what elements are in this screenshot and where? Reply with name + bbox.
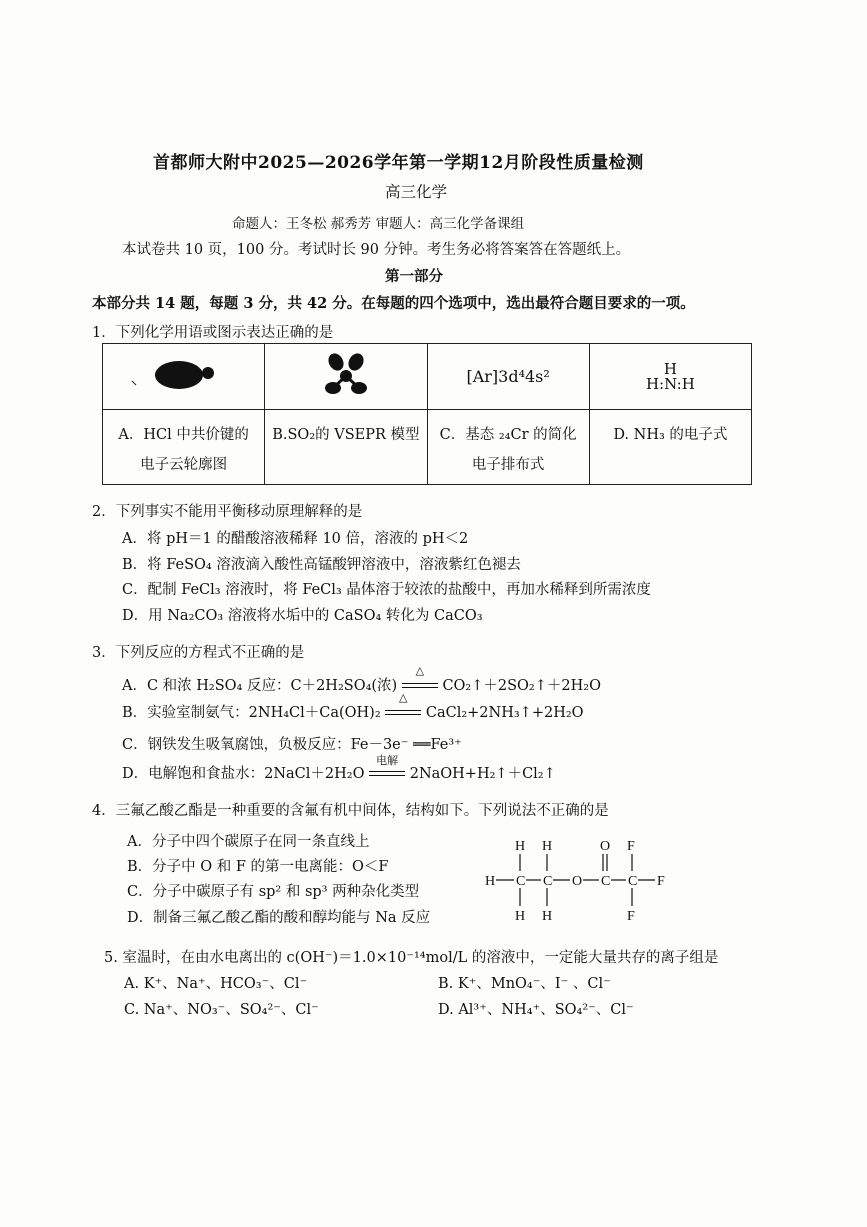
subject-title: 高三化学 (385, 183, 448, 201)
q1-cell-d-formula: H H:N:H (589, 344, 751, 410)
so2-vsepr-model-icon (316, 350, 376, 400)
struct-o-mid: O (572, 874, 583, 889)
struct-f-right: F (657, 874, 665, 889)
part-instructions: 本部分共 14 题，每题 3 分，共 42 分。在每题的四个选项中，选出最符合题目要求的一项。 (92, 295, 695, 312)
q5-option-b: B. K⁺、MnO₄⁻、I⁻ 、Cl⁻ (438, 976, 611, 992)
q2-stem: 2．下列事实不能用平衡移动原理解释的是 (92, 504, 363, 520)
q3-stem: 3．下列反应的方程式不正确的是 (92, 645, 305, 661)
q1-option-a: A．HCl 中共价键的 电子云轮廓图 (103, 410, 265, 485)
q2-option-b: B．将 FeSO₄ 溶液滴入酸性高锰酸钾溶液中，溶液紫红色褪去 (122, 557, 521, 573)
q2-option-a: A．将 pH＝1 的醋酸溶液稀释 10 倍，溶液的 pH＜2 (122, 531, 469, 547)
part-heading: 第一部分 (385, 268, 443, 285)
q2-option-d: D．用 Na₂CO₃ 溶液将水垢中的 CaSO₄ 转化为 CaCO₃ (122, 608, 483, 624)
q4-option-d: D．制备三氟乙酸乙酯的酸和醇均能与 Na 反应 (127, 910, 431, 926)
intro-line: 本试卷共 10 页，100 分。考试时长 90 分钟。考生务必将答案答在答题纸上。 (122, 242, 631, 258)
q1-stem: 1．下列化学用语或图示表达正确的是 (92, 325, 334, 341)
q5-option-c: C. Na⁺、NO₃⁻、SO₄²⁻、Cl⁻ (124, 1002, 319, 1018)
struct-h-top-2: H (542, 839, 553, 854)
heat-condition: △ (385, 701, 421, 715)
electrolysis-condition: 电解 (369, 762, 405, 776)
q1-option-b: B.SO₂的 VSEPR 模型 (265, 410, 427, 485)
struct-o-top: O (600, 839, 611, 854)
struct-c-3: C (601, 874, 611, 889)
q1-cell-c-formula: [Ar]3d⁴4s² (427, 344, 589, 410)
q1-option-d: D. NH₃ 的电子式 (589, 410, 751, 485)
q5-option-a: A. K⁺、Na⁺、HCO₃⁻、Cl⁻ (124, 976, 308, 992)
struct-f-bottom: F (627, 909, 635, 924)
q5-stem: 5. 室温时，在由水电离出的 c(OH⁻)＝1.0×10⁻¹⁴mol/L 的溶液中，一定能大量共存的离子组是 (104, 950, 719, 966)
q4-option-c: C．分子中碳原子有 sp² 和 sp³ 两种杂化类型 (127, 884, 420, 900)
struct-c-4: C (628, 874, 638, 889)
struct-c-1: C (516, 874, 526, 889)
q3-option-c: C．钢铁发生吸氧腐蚀，负极反应：Fe－3e⁻ ══Fe³⁺ (122, 737, 462, 753)
struct-h-bottom-1: H (515, 909, 526, 924)
exam-title: 首都师大附中2025—2026学年第一学期12月阶段性质量检测 (153, 153, 644, 173)
q5-option-d: D. Al³⁺、NH₄⁺、SO₄²⁻、Cl⁻ (438, 1002, 634, 1018)
q1-option-c: C．基态 ₂₄Cr 的简化 电子排布式 (427, 410, 589, 485)
q3-option-d: D．电解饱和食盐水：2NaCl＋2H₂O 电解 2NaOH+H₂↑＋Cl₂↑ (122, 754, 556, 782)
struct-h-left: H (485, 874, 496, 889)
ethyl-trifluoroacetate-structure (480, 832, 680, 927)
q2-option-c: C．配制 FeCl₃ 溶液时，将 FeCl₃ 晶体溶于较浓的盐酸中，再加水稀释到所需浓度 (122, 582, 651, 598)
q1-cell-b-image (265, 344, 427, 410)
struct-h-bottom-2: H (542, 909, 553, 924)
q3-option-b: B．实验室制氨气：2NH₄Cl＋Ca(OH)₂ △ CaCl₂+2NH₃↑+2H₂O (122, 691, 584, 721)
q1-cell-a-image (103, 344, 265, 410)
q4-stem: 4．三氟乙酸乙酯是一种重要的含氟有机中间体，结构如下。下列说法不正确的是 (92, 803, 609, 819)
struct-c-2: C (543, 874, 553, 889)
q3-option-a: A．C 和浓 H₂SO₄ 反应：C＋2H₂SO₄(浓) △ CO₂↑＋2SO₂↑＋2H₂O (122, 664, 601, 694)
q1-table (102, 343, 752, 485)
struct-f-top: F (627, 839, 635, 854)
q4-option-b: B．分子中 O 和 F 的第一电离能：O＜F (127, 859, 389, 875)
q4-option-a: A．分子中四个碳原子在同一条直线上 (127, 834, 370, 850)
heat-condition: △ (402, 674, 438, 688)
hcl-orbital-icon (124, 355, 244, 395)
authors-line: 命题人：王冬松 郝秀芳 审题人：高三化学备课组 (232, 216, 525, 232)
struct-h-top-1: H (515, 839, 526, 854)
